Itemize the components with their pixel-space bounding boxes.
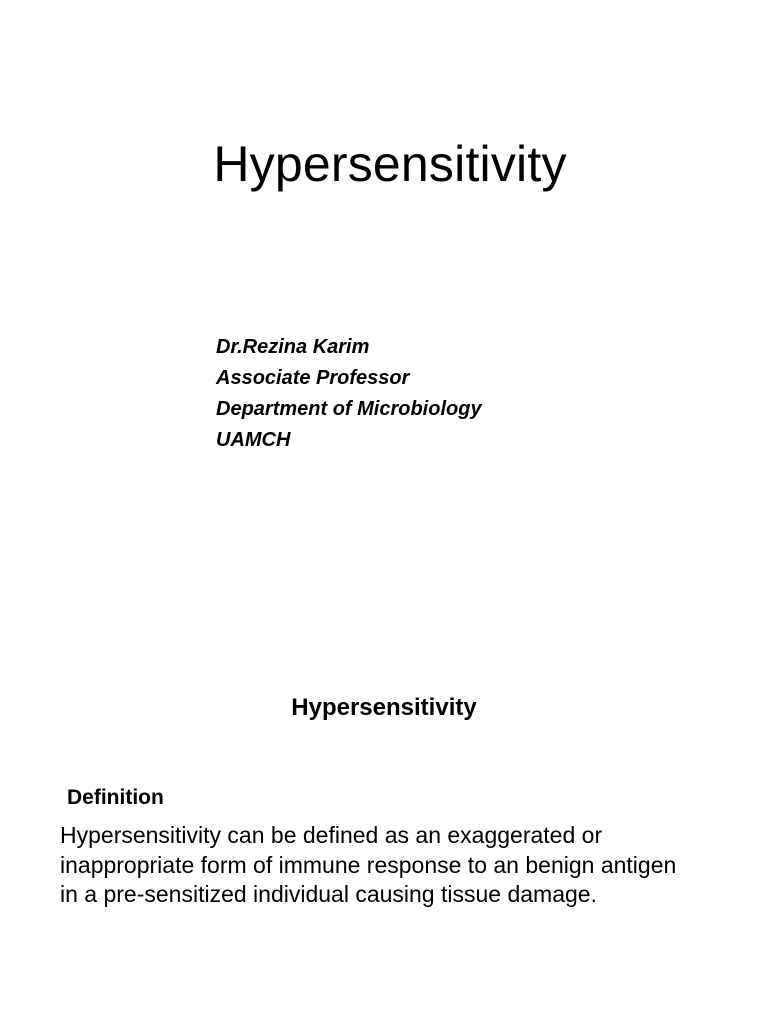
author-institution: UAMCH bbox=[216, 429, 291, 451]
author-info bbox=[216, 332, 482, 456]
author-name: Dr.Rezina Karim bbox=[216, 336, 370, 358]
author-department: Department of Microbiology bbox=[216, 398, 482, 420]
author-position: Associate Professor bbox=[216, 367, 410, 389]
definition-heading: Definition bbox=[67, 786, 164, 809]
definition-text: Hypersensitivity can be defined as an exaggerated or inappropriate form of immune response to an benign antigen in a pre-sensitized individual causing tissue damage. bbox=[60, 822, 677, 907]
slide-title: Hypersensitivity bbox=[213, 136, 567, 192]
definition-slide bbox=[0, 512, 768, 1024]
slide-title: Hypersensitivity bbox=[291, 694, 477, 721]
